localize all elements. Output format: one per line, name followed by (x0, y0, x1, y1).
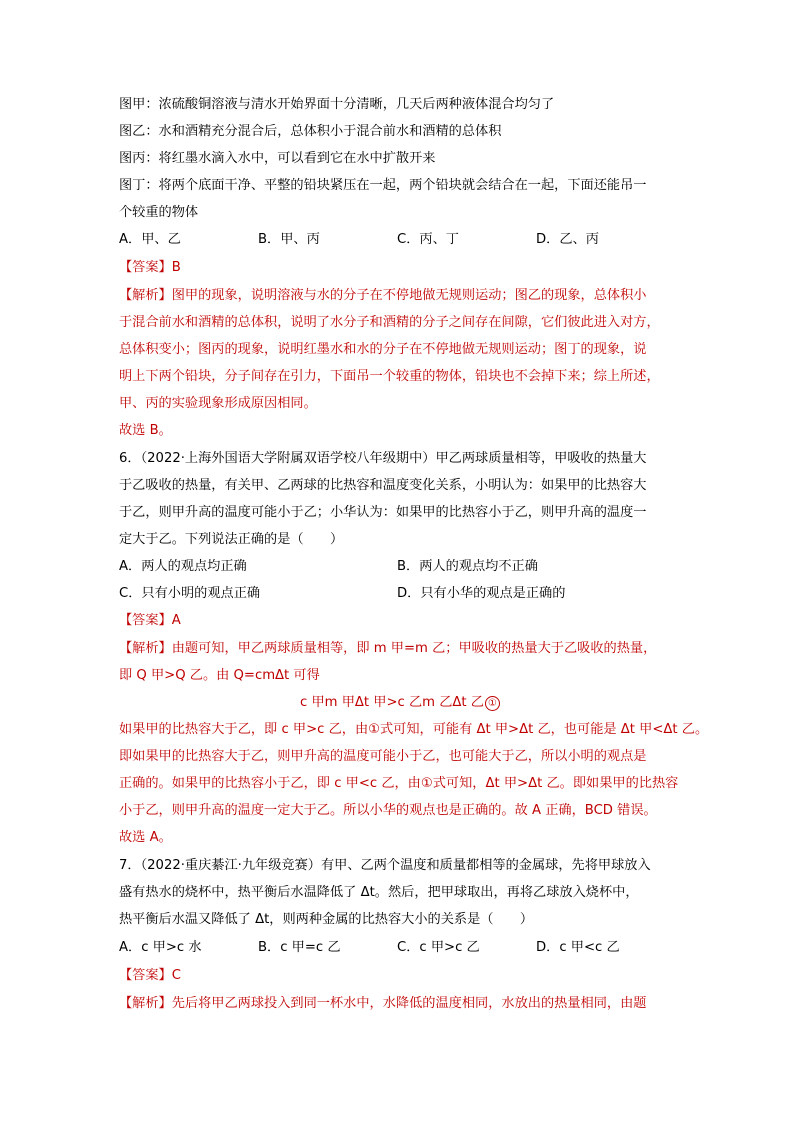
q6-analysis-5: 即如果甲的比热容大于乙，则甲升高的温度可能小于乙，也可能大于乙，所以小明的观点是 (119, 749, 647, 764)
q7-stem-3: 热平衡后水温又降低了 Δt，则两种金属的比热容大小的关系是（ ） (119, 912, 534, 927)
q5-line-3: 图丙：将红墨水滴入水中，可以看到它在水中扩散开来 (119, 151, 436, 166)
q5-analysis-5: 甲、丙的实验现象形成原因相同。 (119, 396, 317, 411)
q5-answer: 【答案】B (119, 260, 181, 275)
q6-answer: 【答案】A (119, 613, 181, 628)
q5-option-b: B．甲、丙 (258, 232, 320, 247)
q7-stem-2: 盛有热水的烧杯中，热平衡后水温降低了 Δt。然后，把甲球取出，再将乙球放入烧杯中， (119, 885, 639, 900)
q6-option-d: D．只有小华的观点是正确的 (397, 586, 566, 601)
q5-line-1: 图甲：浓硫酸铜溶液与清水开始界面十分清晰，几天后两种液体混合均匀了 (119, 97, 555, 112)
q5-analysis-2: 于混合前水和酒精的总体积，说明了水分子和酒精的分子之间存在间隙，它们彼此进入对方， (119, 315, 660, 330)
q5-option-a: A．甲、乙 (119, 232, 181, 247)
q6-analysis-6: 正确的。如果甲的比热容小于乙，即 c 甲<c 乙，由①式可知，Δt 甲>Δt 乙。即如果甲的比热容 (119, 776, 679, 791)
q6-analysis-8: 故选 A。 (119, 830, 172, 845)
q7-option-b: B．c 甲=c 乙 (258, 940, 341, 955)
q5-option-d: D．乙、丙 (536, 232, 599, 247)
q6-stem-2: 于乙吸收的热量，有关甲、乙两球的比热容和温度变化关系，小明认为：如果甲的比热容大 (119, 478, 647, 493)
q6-stem-1: 6．（2022·上海外国语大学附属双语学校八年级期中）甲乙两球质量相等，甲吸收的热量大 (119, 451, 647, 466)
q6-equation-text: c 甲m 甲Δt 甲>c 乙m 乙Δt 乙 (300, 695, 484, 710)
q5-analysis-1: 【解析】图甲的现象，说明溶液与水的分子在不停地做无规则运动；图乙的现象，总体积小 (119, 288, 647, 303)
q5-analysis-6: 故选 B。 (119, 423, 172, 438)
q5-line-5: 个较重的物体 (119, 205, 199, 220)
q6-equation (119, 694, 681, 712)
q6-option-a: A．两人的观点均正确 (119, 559, 247, 574)
q6-analysis-2: 即 Q 甲>Q 乙。由 Q=cmΔt 可得 (119, 668, 320, 683)
q6-option-c: C．只有小明的观点正确 (119, 586, 261, 601)
q7-option-d: D．c 甲<c 乙 (536, 940, 620, 955)
q5-option-c: C．丙、丁 (397, 232, 459, 247)
q6-analysis-1: 【解析】由题可知，甲乙两球质量相等，即 m 甲=m 乙；甲吸收的热量大于乙吸收的热量， (119, 641, 657, 656)
q6-stem-4: 定大于乙。下列说法正确的是（ ） (119, 532, 344, 547)
q7-option-c: C．c 甲>c 乙 (397, 940, 480, 955)
q7-answer: 【答案】C (119, 968, 181, 983)
q6-analysis-4: 如果甲的比热容大于乙，即 c 甲>c 乙，由①式可知，可能有 Δt 甲>Δt 乙，也可能是 Δt 甲<Δt 乙。 (119, 722, 709, 737)
q6-option-b: B．两人的观点均不正确 (397, 559, 538, 574)
equation-number-circle: ① (485, 696, 500, 711)
q7-analysis-1: 【解析】先后将甲乙两球投入到同一杯水中，水降低的温度相同，水放出的热量相同，由题 (119, 996, 647, 1011)
q5-analysis-3: 总体积变小；图丙的现象，说明红墨水和水的分子在不停地做无规则运动；图丁的现象，说 (119, 342, 647, 357)
q6-analysis-7: 小于乙，则甲升高的温度一定大于乙。所以小华的观点也是正确的。故 A 正确，BCD 错误。 (119, 803, 657, 818)
q7-stem-1: 7．（2022·重庆綦江·九年级竞赛）有甲、乙两个温度和质量都相等的金属球，先将甲球放入 (119, 858, 651, 873)
q5-line-2: 图乙：水和酒精充分混合后，总体积小于混合前水和酒精的总体积 (119, 124, 502, 139)
q5-line-4: 图丁：将两个底面干净、平整的铅块紧压在一起，两个铅块就会结合在一起，下面还能吊一 (119, 178, 647, 193)
q7-option-a: A．c 甲>c 水 (119, 940, 202, 955)
q5-analysis-4: 明上下两个铅块，分子间存在引力，下面吊一个较重的物体，铅块也不会掉下来；综上所述， (119, 369, 660, 384)
q6-stem-3: 于乙，则甲升高的温度可能小于乙；小华认为：如果甲的比热容小于乙，则甲升高的温度一 (119, 505, 647, 520)
